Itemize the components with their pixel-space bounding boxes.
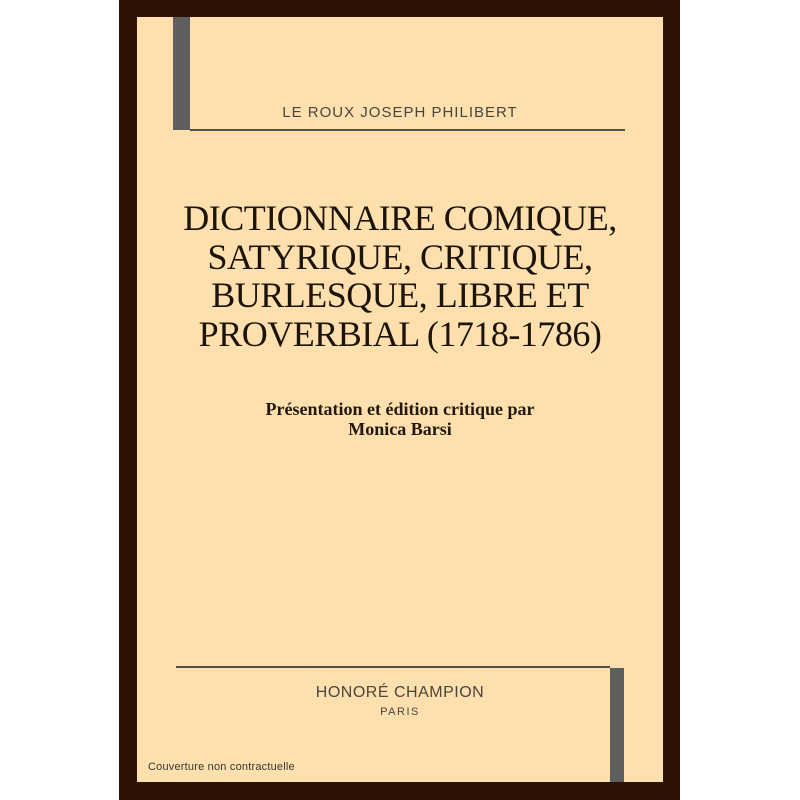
book-title-line-1: DICTIONNAIRE COMIQUE, (183, 198, 617, 238)
publisher-block (137, 683, 663, 719)
presentation-credit-line: Présentation et édition critique par (265, 399, 535, 419)
book-title-line-2: SATYRIQUE, CRITIQUE, (207, 236, 593, 277)
book-title-line-3: BURLESQUE, LIBRE ET (211, 275, 589, 315)
book-title-line-4: PROVERBIAL (1718-1786) (198, 313, 602, 354)
editor-name: Monica Barsi (348, 418, 452, 439)
publisher-divider-rule (176, 666, 610, 668)
publisher-city: PARIS (380, 706, 420, 718)
author-name: LE ROUX JOSEPH PHILIBERT (282, 104, 518, 121)
book-cover-page (137, 17, 663, 782)
author-divider-rule (190, 129, 625, 131)
book-cover (119, 0, 680, 800)
non-contractual-cover-notice: Couverture non contractuelle (148, 761, 295, 773)
publisher-name: HONORÉ CHAMPION (315, 684, 485, 701)
book-title (137, 199, 663, 353)
presentation-credit (137, 400, 663, 439)
bottom-accent-bar (610, 668, 624, 782)
